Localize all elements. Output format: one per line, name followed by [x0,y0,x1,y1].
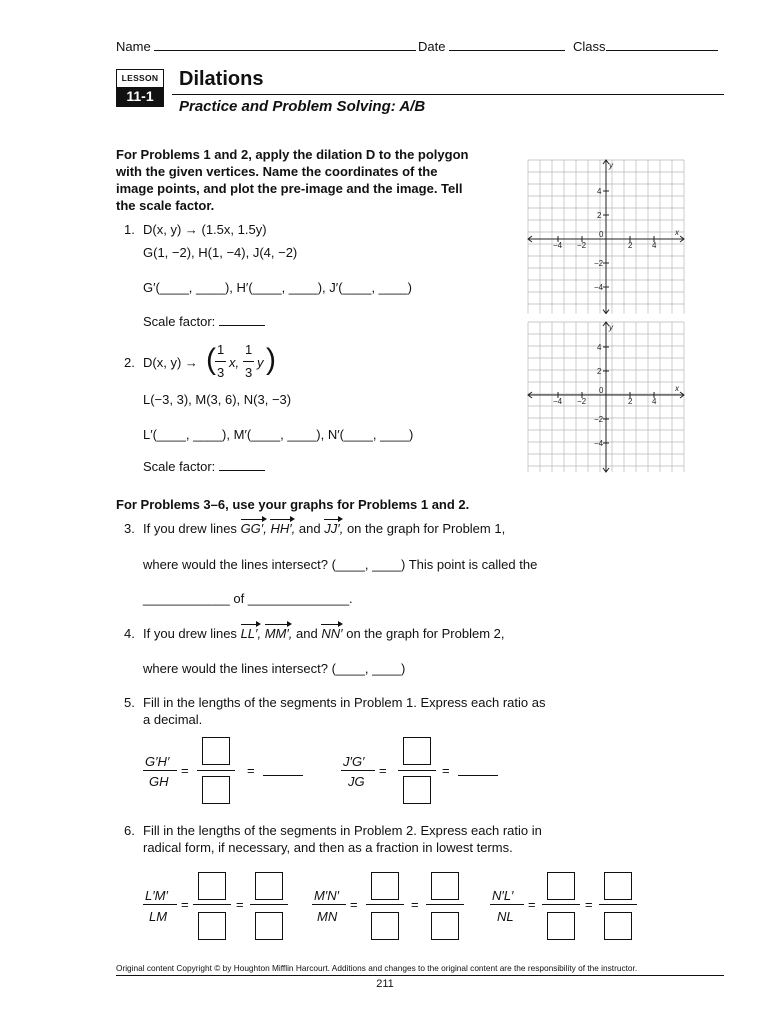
origin-label: 0 [599,386,604,395]
problem-4-and: and [296,626,318,641]
scale-label: Scale factor: [143,314,216,329]
scale-blank[interactable] [219,470,265,471]
copyright-notice: Original content Copyright © by Houghton Mifflin Harcourt. Additions and changes to the original content are the responsibility of the instructor. [116,963,638,973]
class-label: Class [573,39,606,54]
scale-label: Scale factor: [143,459,216,474]
answer-box[interactable] [255,872,283,900]
problem-4-text-a: If you drew lines [143,626,237,641]
problem-3-text-b: on the graph for Problem 1, [346,521,506,536]
ratio-nlp-num: N′L′ [492,888,514,903]
coordinate-grid-2[interactable] [527,321,685,473]
page-title: Dilations [179,68,264,90]
x-tick-label: 4 [652,241,657,250]
lesson-number: 11-1 [117,87,163,106]
ratio-ghp-num: G′H′ [145,754,170,769]
vector-nn: NN′ [321,626,343,641]
date-label: Date [418,39,446,54]
class-field[interactable] [573,39,718,55]
ratio-box-bar [542,904,580,905]
x-tick-label: 4 [652,397,657,406]
x-axis-label: x [675,228,679,237]
ratio-mnp-num: M′N′ [314,888,340,903]
ratio-lmp-num: L′M′ [145,888,168,903]
lesson-badge [116,69,164,107]
problem-3-text-a: If you drew lines [143,521,237,536]
ratio-box-bar [599,904,637,905]
problem-3-line-3[interactable]: ____________ of ______________. [143,591,353,606]
x-tick-label: −4 [553,241,563,250]
problem-5-line-2: a decimal. [143,712,203,727]
name-field[interactable] [116,39,416,55]
intro-line-3: image points, and plot the pre-image and the image. Tell [116,181,463,196]
y-axis-label: y [609,161,613,170]
date-blank[interactable] [449,50,565,51]
problem-5-line-1: Fill in the lengths of the segments in Problem 1. Express each ratio as [143,695,546,710]
equals-sign: = [181,763,189,778]
answer-box[interactable] [604,872,632,900]
y-tick-label: 2 [597,367,602,376]
origin-label: 0 [599,230,604,239]
problem-2-images[interactable]: L′(____, ____), M′(____, ____), N′(____, ____) [143,427,414,442]
frac2-den: 3 [245,365,253,380]
problem-4-text-b: on the graph for Problem 2, [346,626,505,641]
frac1-bar [215,361,226,362]
ratio-box-bar [250,904,288,905]
answer-box[interactable] [202,737,230,765]
equals-sign: = [442,763,450,778]
title-divider [172,94,724,95]
x-tick-label: 2 [628,241,633,250]
intro-line-4: the scale factor. [116,198,215,213]
answer-box[interactable] [371,872,399,900]
answer-box[interactable] [255,912,283,940]
y-tick-label: −2 [594,259,604,268]
problem-3-line-2[interactable]: where would the lines intersect? (____, ____) This point is called the [143,557,538,572]
answer-box[interactable] [431,872,459,900]
y-tick-label: 4 [597,343,602,352]
decimal-blank[interactable] [263,775,303,776]
problem-5-number: 5. [124,695,135,710]
problem-4-number: 4. [124,626,135,641]
problem-2-vertices: L(−3, 3), M(3, 6), N(3, −3) [143,392,292,407]
y-axis-label: y [609,323,613,332]
date-field[interactable] [418,39,565,55]
decimal-blank[interactable] [458,775,498,776]
intro-line-1: For Problems 1 and 2, apply the dilation D to the polygon [116,147,469,162]
y-tick-label: −2 [594,415,604,424]
section-2-heading: For Problems 3–6, use your graphs for Problems 1 and 2. [116,497,470,512]
ratio-lm-bar [143,904,177,905]
problem-1-number: 1. [124,222,135,237]
page-subtitle: Practice and Problem Solving: A/B [179,98,426,115]
problem-2-rule-prefix: D(x, y) → [143,355,198,370]
answer-box[interactable] [202,776,230,804]
x-tick-label: 2 [628,397,633,406]
answer-box[interactable] [547,872,575,900]
x-tick-label: −4 [553,397,563,406]
y-tick-label: 4 [597,187,602,196]
ratio-box-bar [398,770,436,771]
problem-1-scale[interactable] [143,314,265,330]
ratio-nl-den: NL [497,909,514,924]
problem-2-y: y [257,355,264,370]
frac2-num: 1 [245,342,253,357]
frac1-num: 1 [217,342,225,357]
answer-box[interactable] [547,912,575,940]
vector-ll: LL′, [240,626,262,641]
ratio-lm-den: LM [149,909,168,924]
problem-3-and: and [298,521,321,536]
answer-box[interactable] [371,912,399,940]
equals-sign: = [350,897,358,912]
vector-mm: MM′, [264,626,293,641]
scale-blank[interactable] [219,325,265,326]
y-tick-label: 2 [597,211,602,220]
ratio-box-bar [426,904,464,905]
class-blank[interactable] [606,50,718,51]
problem-1-images[interactable]: G′(____, ____), H′(____, ____), J′(____, ____) [143,280,412,295]
x-tick-label: −2 [577,241,587,250]
equals-sign: = [181,897,189,912]
name-label: Name [116,39,151,54]
x-axis-label: x [675,384,679,393]
answer-box[interactable] [604,912,632,940]
frac1-den: 3 [217,365,225,380]
ratio-mn-den: MN [317,909,338,924]
y-tick-label: −4 [594,439,604,448]
answer-box[interactable] [431,912,459,940]
problem-6-number: 6. [124,823,135,838]
ratio-nl-bar [490,904,524,905]
answer-box[interactable] [403,776,431,804]
ratio-box-bar [193,904,231,905]
footer-divider [116,975,724,976]
ratio-gh-bar [143,770,177,771]
problem-2-number: 2. [124,355,135,370]
answer-box[interactable] [198,912,226,940]
page-number: 211 [376,978,394,990]
ratio-mn-bar [312,904,346,905]
vector-jj: JJ′, [324,521,344,536]
equals-sign: = [528,897,536,912]
equals-sign: = [379,763,387,778]
name-blank[interactable] [154,50,416,51]
equals-sign: = [247,763,255,778]
answer-box[interactable] [198,872,226,900]
ratio-gh-den: GH [149,774,169,789]
problem-1-rule: D(x, y) → (1.5x, 1.5y) [143,222,267,237]
problem-6-line-2: radical form, if necessary, and then as a fraction in lowest terms. [143,840,513,855]
lesson-label: LESSON [121,73,159,83]
problem-6-line-1: Fill in the lengths of the segments in Problem 2. Express each ratio in [143,823,542,838]
answer-box[interactable] [403,737,431,765]
intro-line-2: with the given vertices. Name the coordinates of the [116,164,438,179]
problem-4-line-1 [143,626,504,642]
vector-hh: HH′, [270,521,296,536]
ratio-jg-bar [341,770,375,771]
equals-sign: = [585,897,593,912]
right-paren: ) [266,343,276,376]
ratio-box-bar [197,770,235,771]
ratio-jg-den: JG [348,774,365,789]
ratio-jgp-num: J′G′ [343,754,365,769]
problem-2-scale[interactable] [143,459,265,475]
problem-1-vertices: G(1, −2), H(1, −4), J(4, −2) [143,245,298,260]
vector-gg: GG′, [240,521,267,536]
problem-2-x: x, [229,355,240,370]
problem-4-line-2[interactable]: where would the lines intersect? (____, ____) [143,661,406,676]
problem-3-line-1 [143,521,505,537]
equals-sign: = [411,897,419,912]
y-tick-label: −4 [594,283,604,292]
ratio-box-bar [366,904,404,905]
coordinate-grid-1[interactable] [527,159,685,314]
x-tick-label: −2 [577,397,587,406]
equals-sign: = [236,897,244,912]
problem-3-number: 3. [124,521,135,536]
left-paren: ( [206,343,216,376]
frac2-bar [243,361,254,362]
